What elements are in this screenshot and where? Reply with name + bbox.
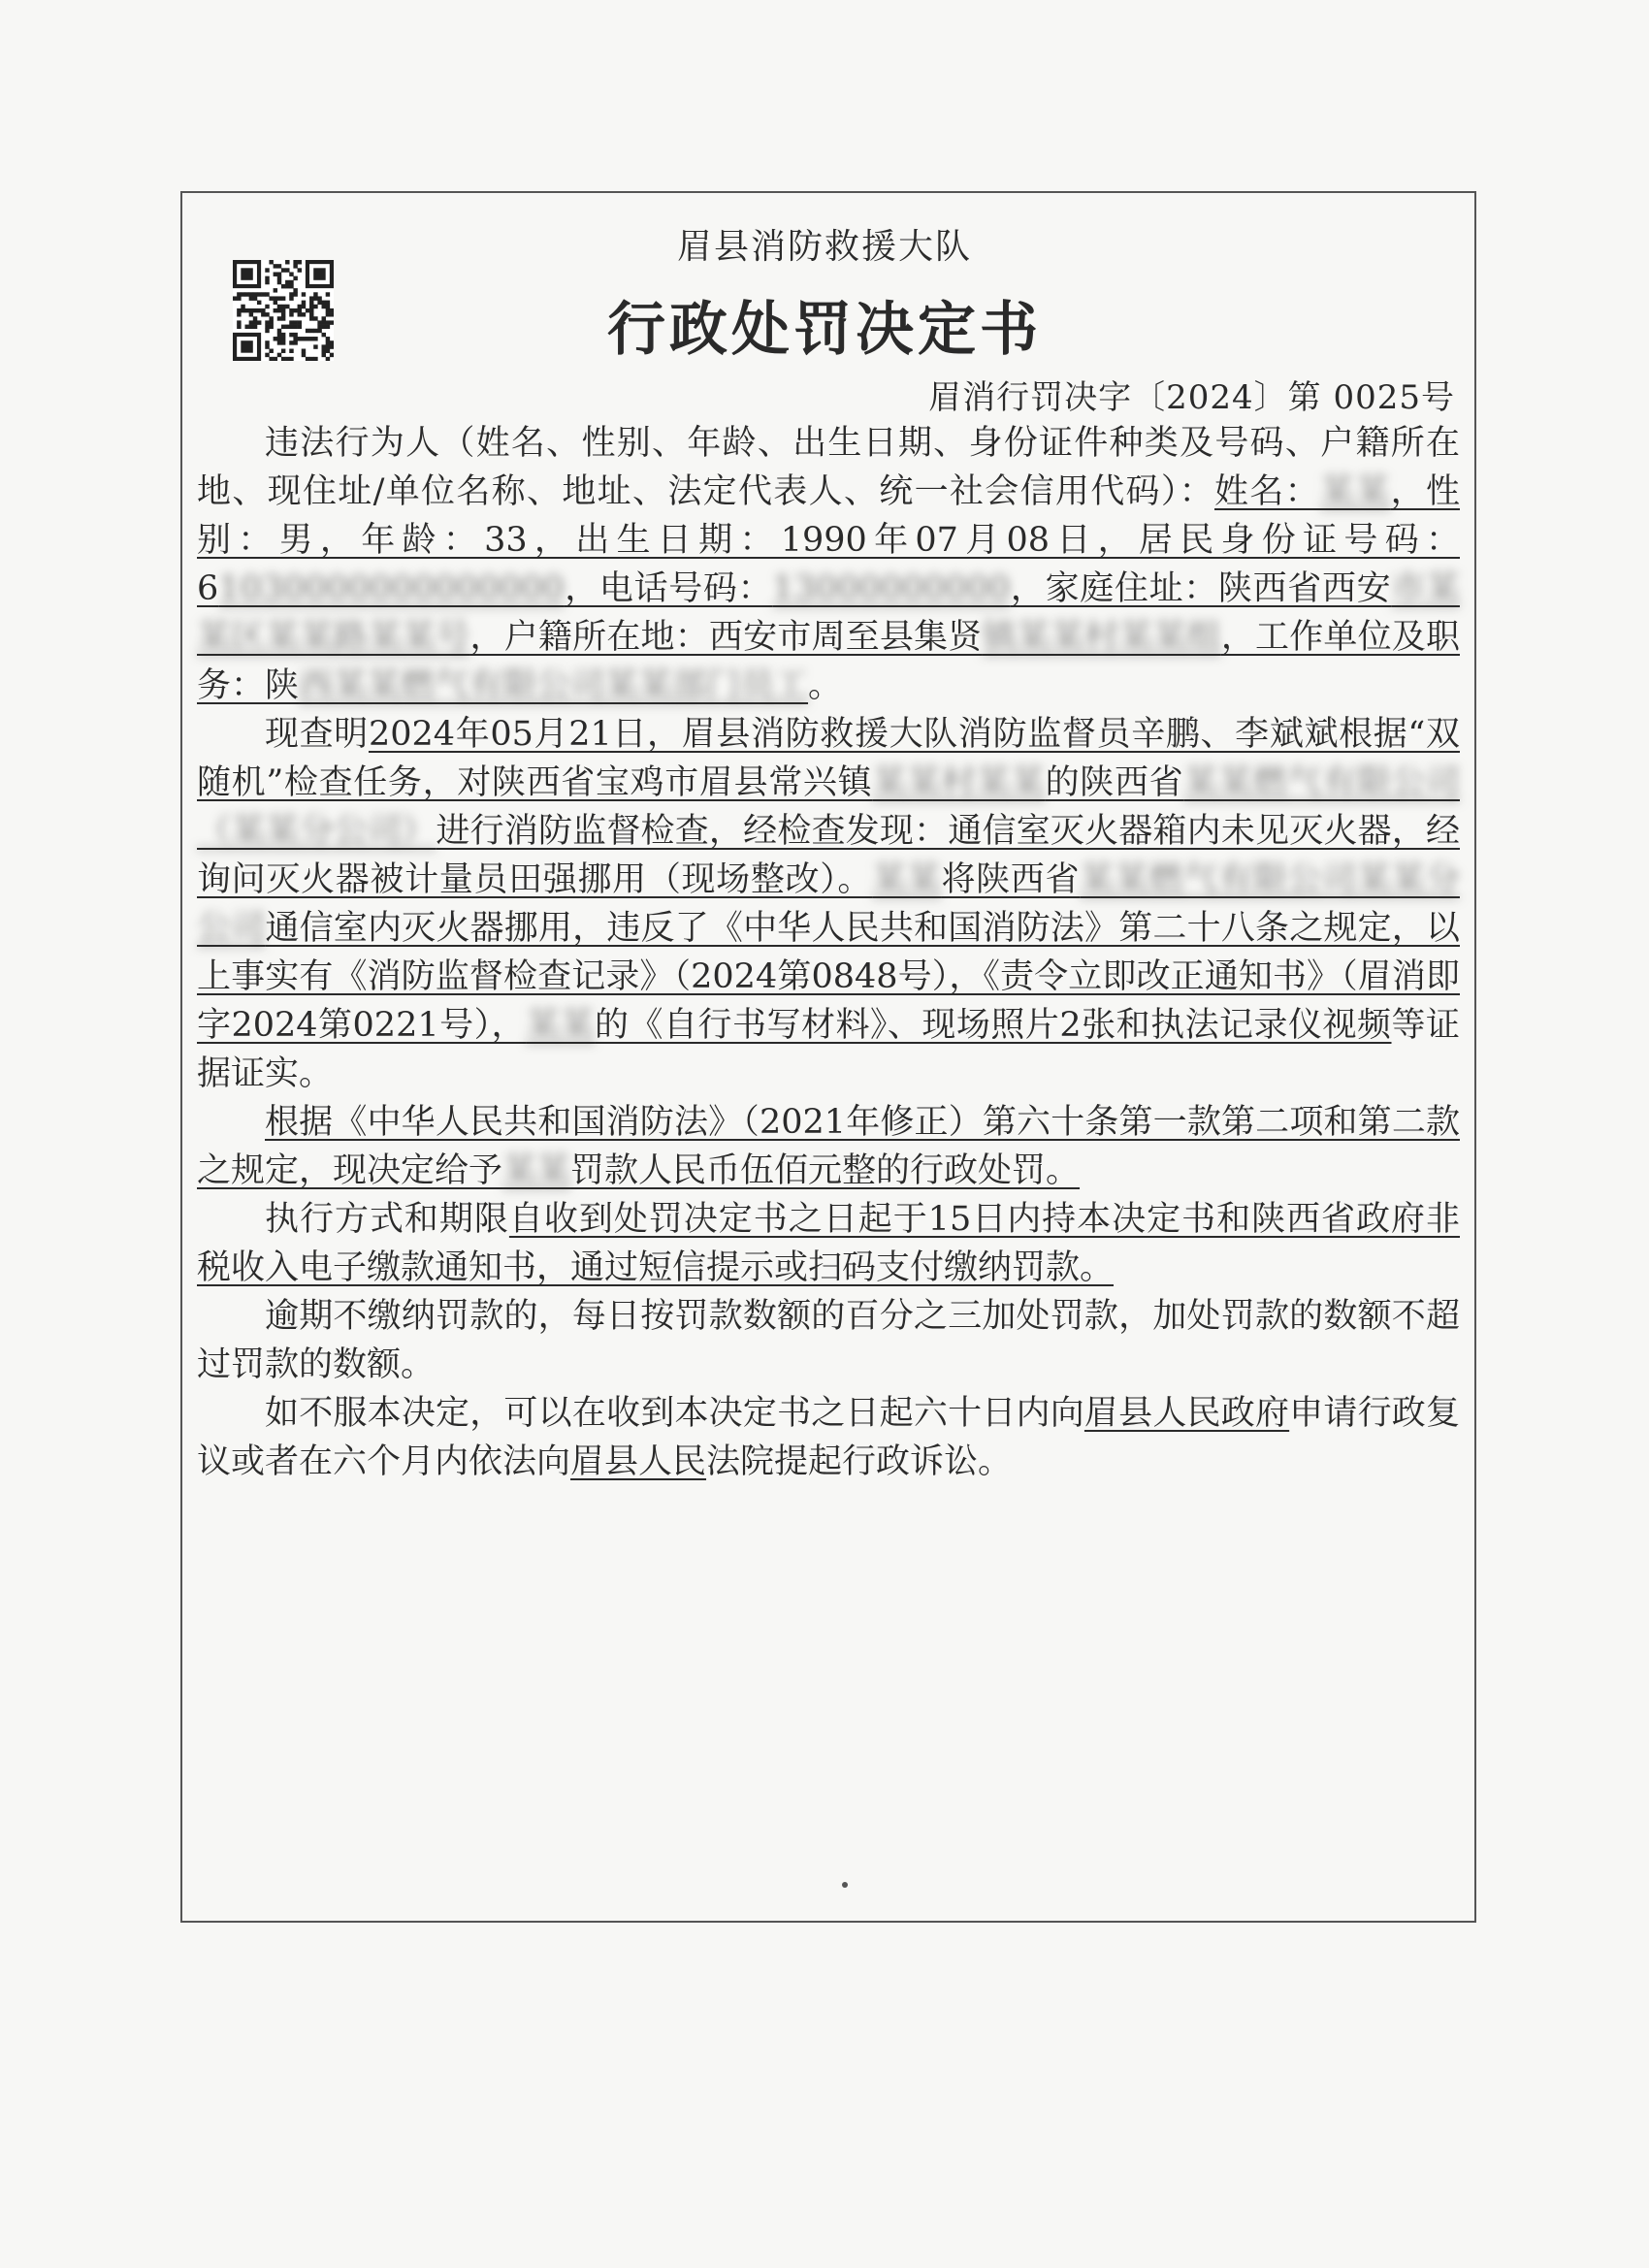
page-speck (842, 1882, 848, 1888)
decision-text: 根据《中华人民共和国消防法》（2021年修正）第六十条第一款第二项和第二款之规定，现决定给予某某罚款人民币伍佰元整的行政处罚。 (197, 1103, 1460, 1190)
redacted-address: 市某某区某某路某某号 (197, 569, 1460, 657)
document-title: 行政处罚决定书 (607, 296, 1042, 364)
redacted-id-number: 1030000000000000 (218, 569, 565, 608)
redacted-origin: 镇某某村某某组 (982, 618, 1221, 657)
redacted-workplace: 西某某燃气有限公司某某部门员工 (299, 666, 809, 705)
facts-paragraph: 现查明2024年05月21日，眉县消防救援大队消防监督员辛鹏、李斌斌根据“双随机”检查任务，对陕西省宝鸡市眉县常兴镇某某村某某的陕西省某某燃气有限公司（某某分公司）进行消防监督检查，经检查发现：通信室灭火器箱内未见灭火器，经询问灭火器被计量员田强挪用（现场整改）。某某将陕西省某某燃气有限公司某某分公司通信室内灭火器挪用，违反了《中华人民共和国消防法》第二十八条之规定，以上事实有《消防监督检查记录》（2024第0848号），《责令立即改正通知书》（眉消即字2024第0221号），某某的《自行书写材料》、现场照片2张和执法记录仪视频等证据证实。 (197, 715, 1460, 1093)
execution-text: 自收到处罚决定书之日起于15日内持本决定书和陕西省政府非税收入电子缴款通知书，通过短信提示或扫码支付缴纳罚款。 (197, 1200, 1460, 1287)
redacted-phone: 13000000000 (772, 569, 1011, 608)
execution-lead: 执行方式和期限 (265, 1200, 509, 1239)
facts-details: 2024年05月21日，眉县消防救援大队消防监督员辛鹏、李斌斌根据“双随机”检查任务，对陕西省宝鸡市眉县常兴镇某某村某某的陕西省某某燃气有限公司（某某分公司）进行消防监督检查，经检查发现：通信室灭火器箱内未见灭火器，经询问灭火器被计量员田强挪用（现场整改）。某某将陕西省某某燃气有限公司某某分公司通信室内灭火器挪用，违反了《中华人民共和国消防法》第二十八条之规定，以上事实有《消防监督检查记录》（2024第0848号），《责令立即改正通知书》（眉消即字2024第0221号），某某的《自行书写材料》、现场照片2张和执法记录仪视频 (197, 715, 1460, 1045)
court-name: 眉县人民 (570, 1442, 707, 1481)
party-paragraph: 违法行为人（姓名、性别、年龄、出生日期、身份证件种类及号码、户籍所在地、现住址/单位名称、地址、法定代表人、统一社会信用代码）：姓名：某某，性别：男，年龄：33，出生日期：1990年07月08日，居民身份证号码：61030000000000000，电话号码：13000000000，家庭住址：陕西省西安市某某区某某路某某号，户籍所在地：西安市周至县集贤镇某某村某某组，工作单位及职务：陕西某某燃气有限公司某某部门员工。 (197, 424, 1460, 705)
late-payment-paragraph: 逾期不缴纳罚款的，每日按罚款数额的百分之三加处罚款，加处罚款的数额不超过罚款的数额。 (197, 1297, 1460, 1384)
facts-lead: 现查明 (265, 715, 369, 754)
decision-paragraph (197, 1098, 1460, 1195)
appeal-paragraph: 如不服本决定，可以在收到本决定书之日起六十日内向眉县人民政府申请行政复议或者在六个月内依法向眉县人民法院提起行政诉讼。 (197, 1394, 1460, 1481)
execution-paragraph (197, 1195, 1460, 1292)
party-details: 姓名：某某，性别：男，年龄：33，出生日期：1990年07月08日，居民身份证号码：61030000000000000，电话号码：13000000000，家庭住址：陕西省西安市某某区某某路某某号，户籍所在地：西安市周至县集贤镇某某村某某组，工作单位及职务：陕西某某燃气有限公司某某部门员工 (197, 472, 1460, 705)
review-authority: 眉县人民政府 (1083, 1394, 1290, 1433)
redacted-name: 某某 (1320, 472, 1391, 511)
document-number: 眉消行罚决字〔2024〕第 0025号 (928, 378, 1455, 417)
party-intro: 违法行为人（姓名、性别、年龄、出生日期、身份证件种类及号码、户籍所在地、现住址/单位名称、地址、法定代表人、统一社会信用代码）： (197, 424, 1460, 511)
document-body (197, 419, 1460, 1486)
issuing-organization: 眉县消防救援大队 (676, 227, 972, 267)
